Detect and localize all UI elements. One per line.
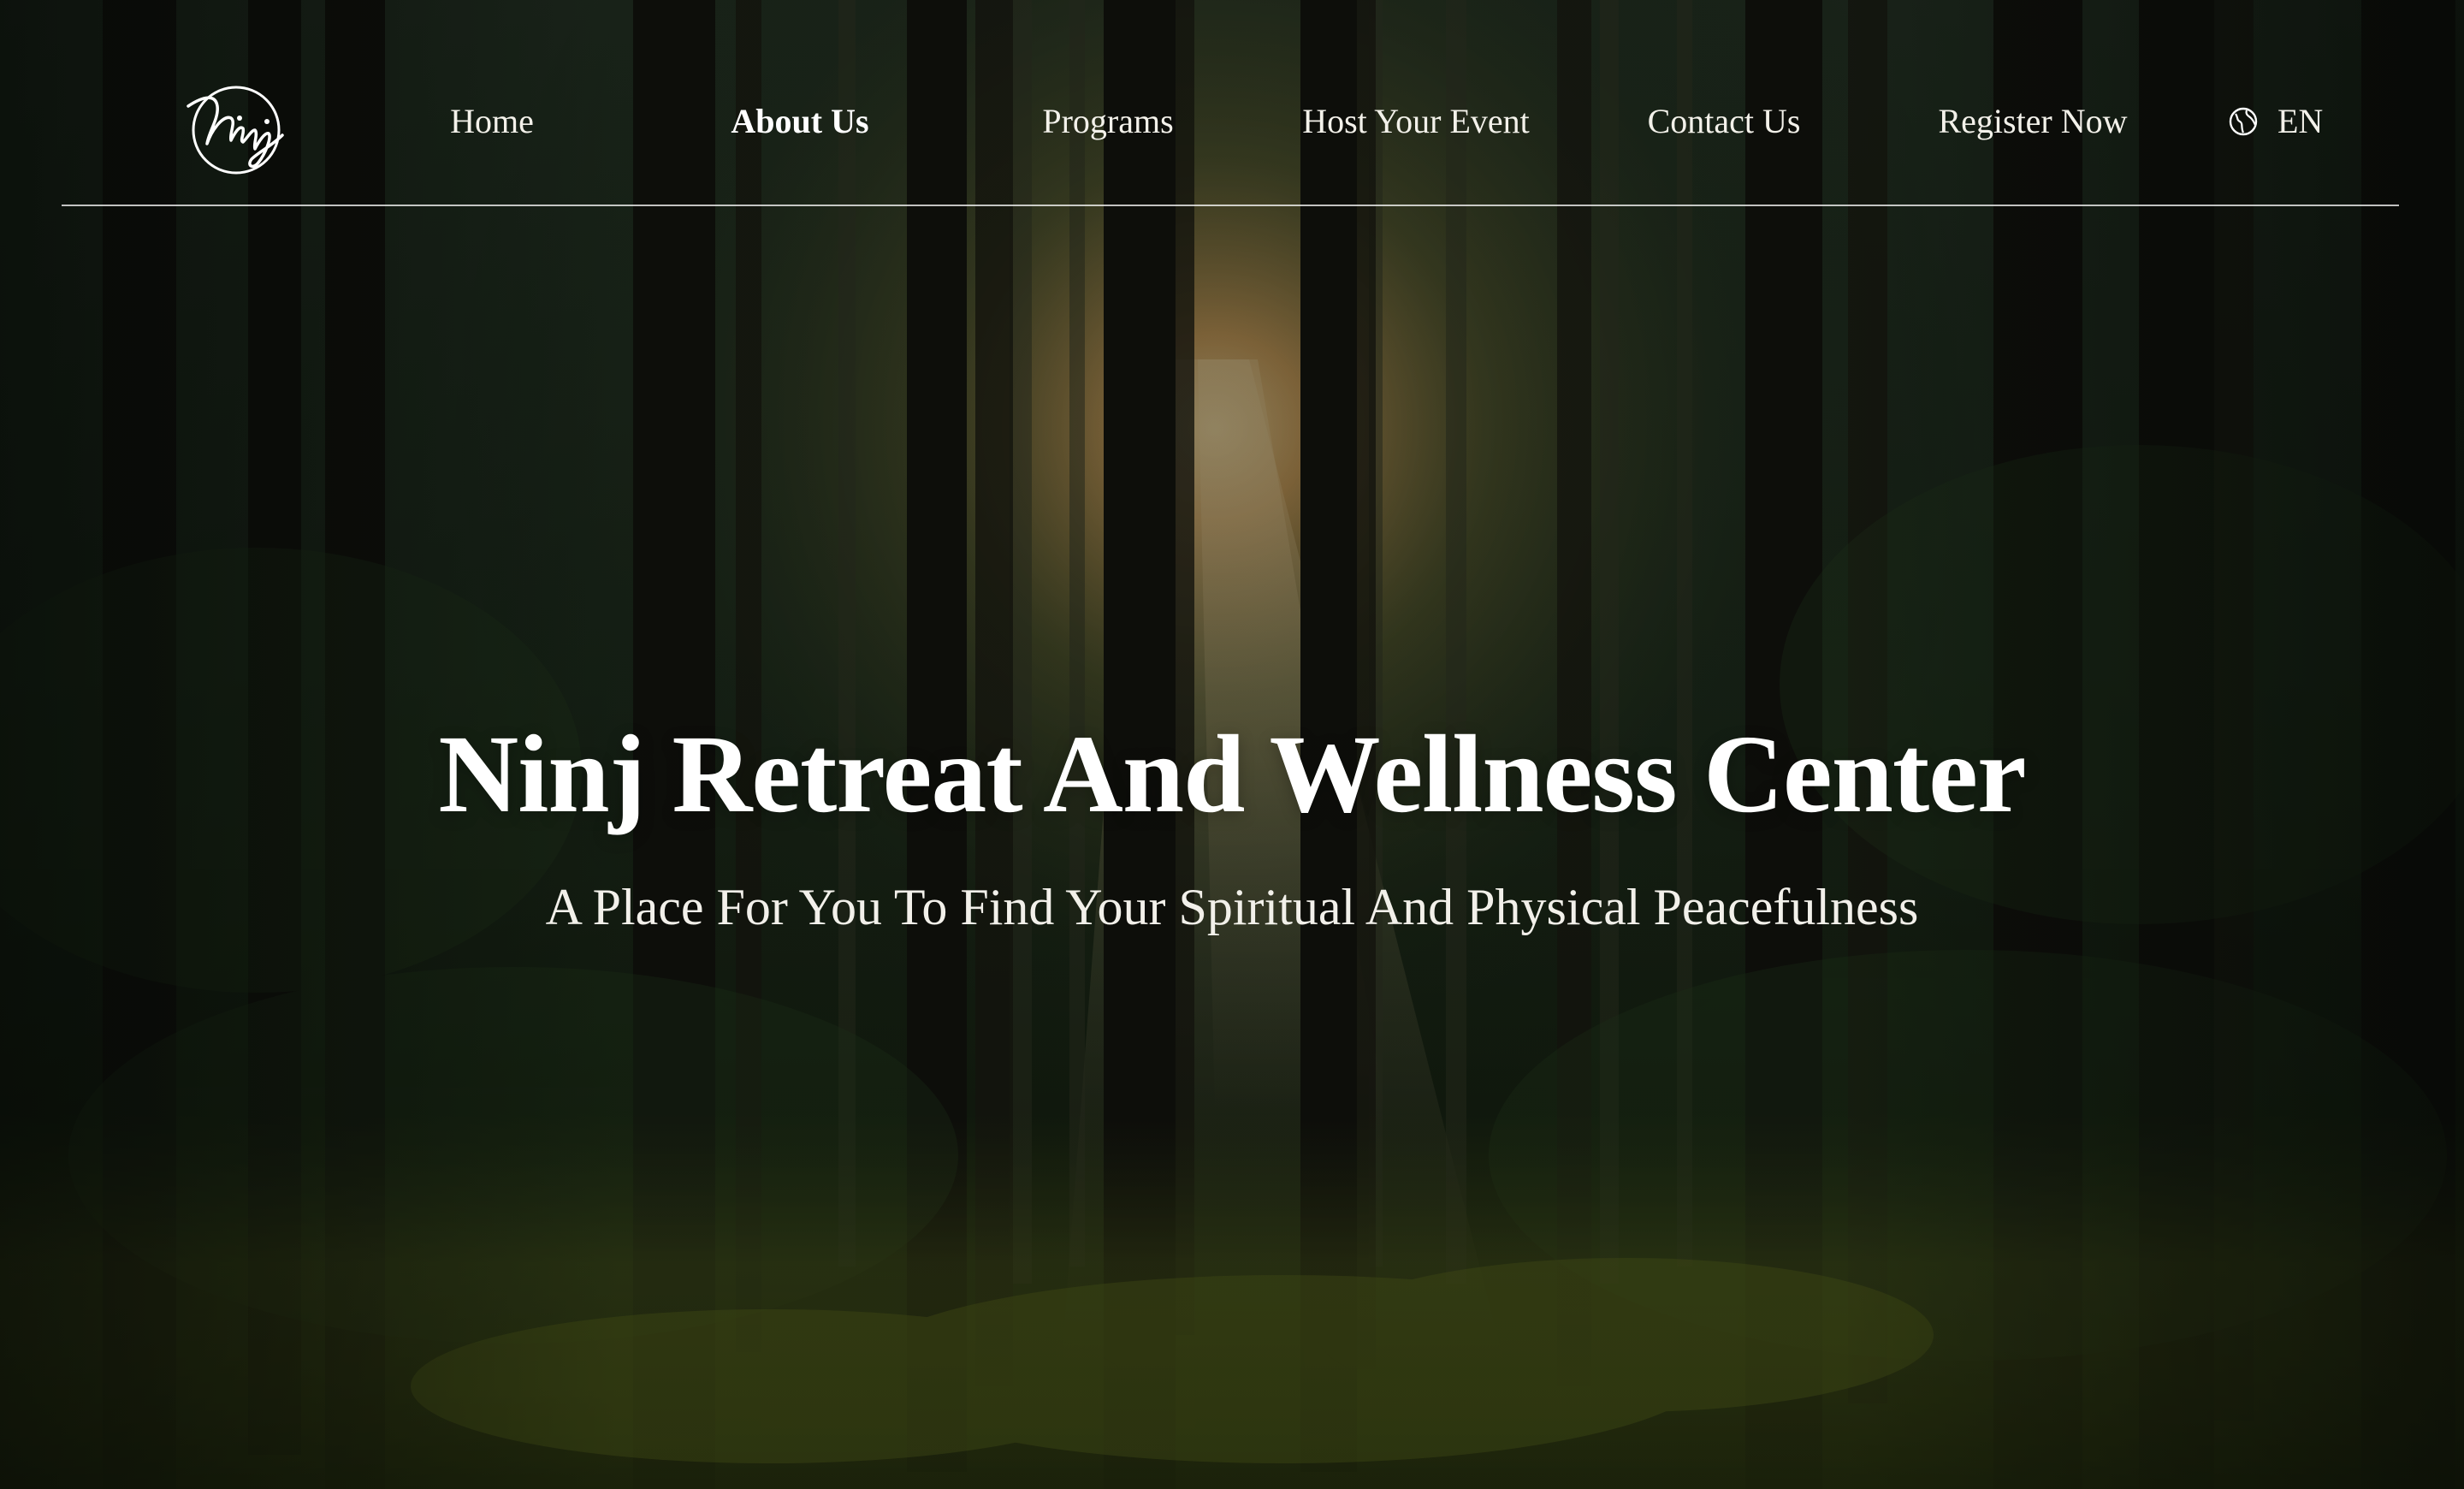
language-selector[interactable] [2228,96,2323,147]
hero-subtitle: A Place For You To Find Your Spiritual And Physical Peacefulness [545,879,1919,935]
nav-programs-link[interactable]: Programs [1042,102,1174,140]
nav-contact-us-link[interactable]: Contact Us [1647,102,1801,140]
nav-host-your-event-link[interactable]: Host Your Event [1302,102,1530,140]
language-label: EN [2277,102,2324,140]
globe-icon [2228,106,2259,137]
nav-register-now-link[interactable]: Register Now [1938,102,2128,140]
nav-about-us-link[interactable]: About Us [731,102,869,140]
hero-title: Ninj Retreat And Wellness Center [438,713,2026,836]
nav-divider [62,205,2399,206]
top-navigation [0,0,2464,205]
nav-home-link[interactable]: Home [450,102,534,140]
ninj-script-logo-icon[interactable] [187,80,284,175]
